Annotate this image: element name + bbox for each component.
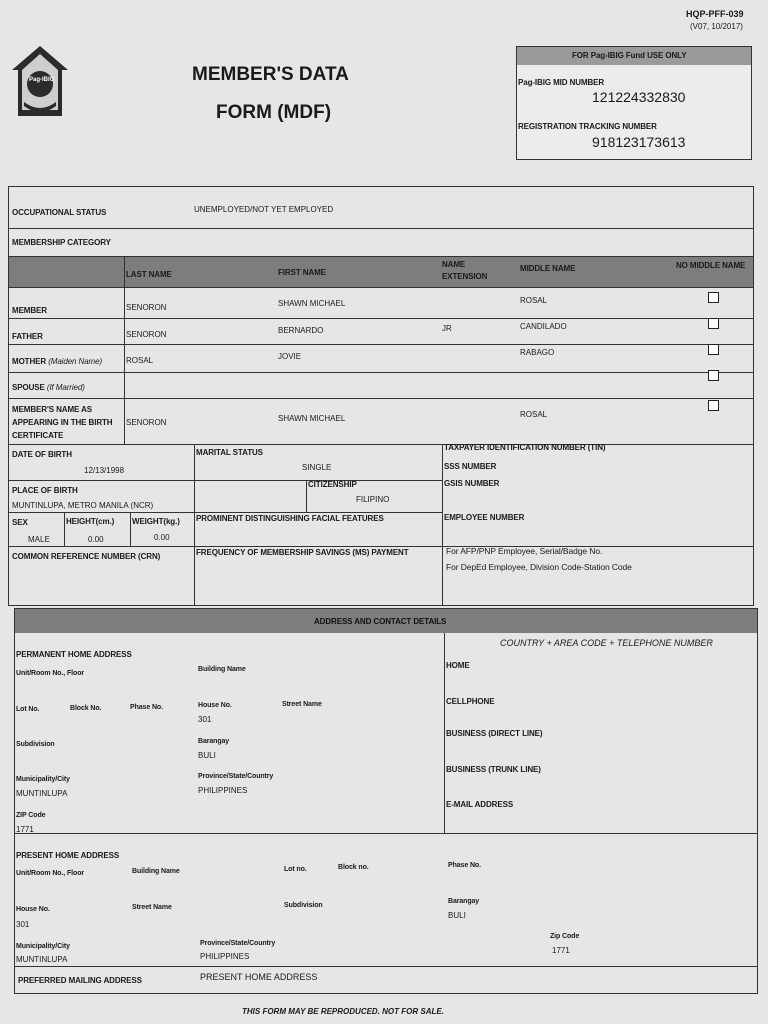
pres-province-label: Province/State/Country [200,940,276,947]
cellphone-label: CELLPHONE [446,697,495,706]
employee-number-label: EMPLOYEE NUMBER [444,513,525,522]
row-label-spouse [12,383,85,392]
pob-label: PLACE OF BIRTH [12,486,78,495]
row-label-mother-note: (Maiden Name) [48,357,103,366]
pres-house-value[interactable]: 301 [16,920,30,929]
occupational-status-label: OCCUPATIONAL STATUS [12,208,107,217]
father-no-middle-checkbox[interactable] [708,318,719,329]
perm-house-value[interactable]: 301 [198,715,212,724]
contact-header: COUNTRY + AREA CODE + TELEPHONE NUMBER [500,638,713,648]
perm-barangay-label: Barangay [198,738,230,745]
row-label-spouse-note: (If Married) [46,383,85,392]
address-section [14,608,758,994]
form-title-line2: FORM (MDF) [216,102,332,123]
dob-label: DATE OF BIRTH [12,450,72,459]
birthcert-last-name[interactable]: SENORON [126,418,167,427]
pres-municipality-label: Municipality/City [16,943,70,950]
perm-building-label: Building Name [198,666,246,673]
crn-label: COMMON REFERENCE NUMBER (CRN) [12,552,161,561]
perm-lot-label: Lot No. [16,706,40,713]
mother-no-middle-checkbox[interactable] [708,344,719,355]
col-last-name: LAST NAME [126,270,172,279]
names-header-band [9,257,753,287]
present-address-title: PRESENT HOME ADDRESS [16,851,120,860]
address-section-title: ADDRESS AND CONTACT DETAILS [314,617,447,626]
col-name-ext-1: NAME [442,260,466,269]
pres-subdivision-label: Subdivision [284,902,323,909]
permanent-address-title: PERMANENT HOME ADDRESS [16,650,132,659]
perm-barangay-value[interactable]: BULI [198,751,216,760]
citizenship-label: CITIZENSHIP [308,480,357,489]
perm-street-label: Street Name [282,701,322,708]
rtn-value[interactable]: 918123173613 [592,134,686,150]
perm-subdivision-label: Subdivision [16,741,55,748]
afp-pnp-label: For AFP/PNP Employee, Serial/Badge No. [446,546,603,556]
father-first-name[interactable]: BERNARDO [278,326,324,335]
marital-status-value[interactable]: SINGLE [302,463,332,472]
pres-barangay-value[interactable]: BULI [448,911,466,920]
mother-last-name[interactable]: ROSAL [126,356,154,365]
birthcert-no-middle-checkbox[interactable] [708,400,719,411]
business-trunk-label: BUSINESS (TRUNK LINE) [446,765,541,774]
col-name-ext-2: EXTENSION [442,272,488,281]
personal-info-section [8,186,754,606]
row-label-mother [12,357,102,366]
father-middle-name[interactable]: CANDILADO [520,322,567,331]
tin-label: TAXPAYER IDENTIFICATION NUMBER (TIN) [444,443,606,452]
perm-zip-label: ZIP Code [16,812,46,819]
preferred-mailing-label: PREFERRED MAILING ADDRESS [18,976,142,985]
marital-status-label: MARITAL STATUS [196,448,263,457]
row-label-mother-text: MOTHER [12,357,47,366]
occupational-status-value[interactable]: UNEMPLOYED/NOT YET EMPLOYED [194,205,334,214]
father-name-ext[interactable]: JR [442,324,452,333]
row-label-spouse-text: SPOUSE [12,383,45,392]
perm-zip-value[interactable]: 1771 [16,825,34,834]
dob-value[interactable]: 12/13/1998 [84,466,125,475]
form-title-line1: MEMBER'S DATA [192,64,349,85]
col-no-middle-name: NO MIDDLE NAME [676,261,746,270]
pres-province-value[interactable]: PHILIPPINES [200,952,250,961]
birthcert-first-name[interactable]: SHAWN MICHAEL [278,414,346,423]
pres-zip-label: Zip Code [550,933,580,940]
pres-street-label: Street Name [132,904,172,911]
member-no-middle-checkbox[interactable] [708,292,719,303]
perm-province-value[interactable]: PHILIPPINES [198,786,248,795]
birthcert-middle-name[interactable]: ROSAL [520,410,548,419]
mid-number-value[interactable]: 121224332830 [592,89,686,105]
weight-label: WEIGHT(kg.) [132,517,180,526]
form-code: HQP-PFF-039 [686,9,744,19]
spouse-no-middle-checkbox[interactable] [708,370,719,381]
pres-block-label: Block no. [338,864,369,871]
mother-middle-name[interactable]: RABAGO [520,348,555,357]
member-last-name[interactable]: SENORON [126,303,167,312]
home-phone-label: HOME [446,661,470,670]
office-use-header: FOR Pag-IBIG Fund USE ONLY [572,51,687,60]
birthcert-label-1: MEMBER'S NAME AS [12,405,93,414]
pob-value[interactable]: MUNTINLUPA, METRO MANILA (NCR) [12,501,154,510]
email-label: E-MAIL ADDRESS [446,800,514,809]
gsis-label: GSIS NUMBER [444,479,500,488]
business-direct-label: BUSINESS (DIRECT LINE) [446,729,543,738]
pres-zip-value[interactable]: 1771 [552,946,570,955]
birthcert-label-3: CERTIFICATE [12,431,64,440]
pres-phase-label: Phase No. [448,862,481,869]
pres-barangay-label: Barangay [448,898,480,905]
facial-features-label: PROMINENT DISTINGUISHING FACIAL FEATURES [196,514,384,523]
perm-municipality-value[interactable]: MUNTINLUPA [16,789,68,798]
pres-house-label: House No. [16,906,50,913]
row-label-father: FATHER [12,332,43,341]
pres-lot-label: Lot no. [284,866,307,873]
ms-frequency-label: FREQUENCY OF MEMBERSHIP SAVINGS (MS) PAYMENT [196,548,409,557]
perm-unit-label: Unit/Room No., Floor [16,670,84,677]
height-label: HEIGHT(cm.) [66,517,115,526]
sex-label: SEX [12,518,28,527]
pres-building-label: Building Name [132,868,180,875]
logo-text: Pag-IBIG [29,77,55,83]
perm-municipality-label: Municipality/City [16,776,70,783]
form-version: (V07, 10/2017) [690,22,743,31]
citizenship-value[interactable]: FILIPINO [356,495,390,504]
rtn-label: REGISTRATION TRACKING NUMBER [518,122,657,131]
perm-province-label: Province/State/Country [198,773,274,780]
col-middle-name: MIDDLE NAME [520,264,576,273]
member-first-name[interactable]: SHAWN MICHAEL [278,299,346,308]
pagibig-logo [10,44,70,120]
row-label-member: MEMBER [12,306,47,315]
perm-house-label: House No. [198,702,232,709]
father-last-name[interactable]: SENORON [126,330,167,339]
mother-first-name[interactable]: JOVIE [278,352,302,361]
member-middle-name[interactable]: ROSAL [520,296,548,305]
pres-municipality-value[interactable]: MUNTINLUPA [16,955,68,964]
mid-number-label: Pag-IBIG MID NUMBER [518,78,605,87]
height-value[interactable]: 0.00 [88,535,104,544]
weight-value[interactable]: 0.00 [154,533,170,542]
perm-phase-label: Phase No. [130,704,163,711]
perm-block-label: Block No. [70,705,102,712]
preferred-mailing-value[interactable]: PRESENT HOME ADDRESS [200,972,318,982]
deped-label: For DepEd Employee, Division Code-Station Code [446,562,632,572]
birthcert-label-2: APPEARING IN THE BIRTH [12,418,113,427]
sss-label: SSS NUMBER [444,462,497,471]
pres-unit-label: Unit/Room No., Floor [16,870,84,877]
footer-note: THIS FORM MAY BE REPRODUCED. NOT FOR SALE. [242,1007,444,1016]
membership-category-label: MEMBERSHIP CATEGORY [12,238,111,247]
sex-value[interactable]: MALE [28,535,50,544]
col-first-name: FIRST NAME [278,268,326,277]
